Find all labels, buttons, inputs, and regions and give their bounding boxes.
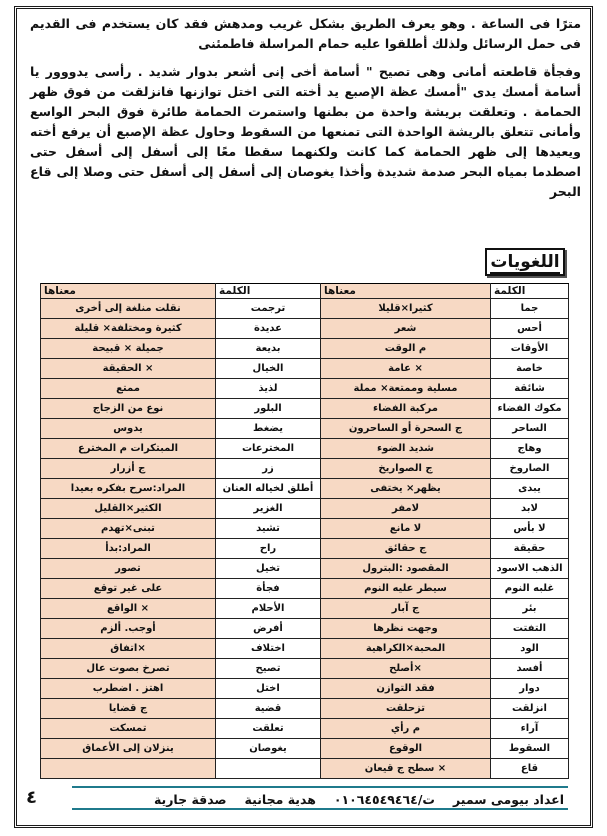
- vocab-meaning: مسلية وممتعة× مملة: [321, 379, 491, 399]
- vocab-word: تشيد: [216, 519, 321, 539]
- section-title-text: اللغويات: [490, 252, 560, 272]
- vocab-word: خاصة: [491, 359, 569, 379]
- footer-free-gift: هدية مجانية: [244, 792, 316, 807]
- vocab-word: لذيذ: [216, 379, 321, 399]
- vocab-word: حقيقة: [491, 539, 569, 559]
- table-row: [41, 659, 569, 679]
- table-row: [41, 759, 569, 779]
- vocab-meaning: أوجب. ألزم: [41, 619, 216, 639]
- table-row: [41, 419, 569, 439]
- vocab-word: السقوط: [491, 739, 569, 759]
- vocab-meaning: المراد:سرح بفكره بعيدا: [41, 479, 216, 499]
- vocab-meaning: شديد الضوء: [321, 439, 491, 459]
- vocab-word: [216, 759, 321, 779]
- vocab-meaning: المبتكرات م المخترع: [41, 439, 216, 459]
- vocab-word: الذهب الاسود: [491, 559, 569, 579]
- vocab-word: الأحلام: [216, 599, 321, 619]
- vocab-meaning: فقد التوازن: [321, 679, 491, 699]
- table-row: [41, 339, 569, 359]
- story-paragraph-2: وفجأة قاطعته أمانى وهى تصيح " أسامة أخى إنى أشعر بدوار شديد . رأسى يدووور يا أسامة أمسك يدى "أمسك عظة الإصبع يد أخته التى اختل توازنها فانزلقت من فوق ظهر الحمامة . وتعلقت بريشة واحدة من بطنها واستمرت الحمامة طائرة فوق البحر الواسع وأمانى تتعلق بالريشة الواحدة التى تمنعها من السقوط وحاول عظة الإصبع أن يرفع أخته ويعيدها إلى ظهر الحمامة كما كانت ولكنهما سقطا معًا إلى أسفل إلى أسفل حتى اصطدما بمياه البحر صدمة شديدة وأخذا يغوصان إلى أسفل إلى أسفل حتى وصلا إلى قاع البحر: [30, 64, 581, 199]
- vocab-word: الأوقات: [491, 339, 569, 359]
- header-word-1: الكلمة: [491, 284, 569, 299]
- vocab-meaning: جميلة × قبيحة: [41, 339, 216, 359]
- story-paragraph-1: مترًا فى الساعة . وهو يعرف الطريق بشكل غريب ومدهش فقد كان يستخدم فى القديم فى حمل الرسائل ولذلك أطلقوا عليه حمام المراسلة فاطمئنى: [30, 16, 581, 51]
- table-row: [41, 679, 569, 699]
- vocab-word: انزلقت: [491, 699, 569, 719]
- table-row: [41, 719, 569, 739]
- vocab-meaning: تبنى×تهدم: [41, 519, 216, 539]
- table-row: [41, 499, 569, 519]
- table-header-row: [41, 284, 569, 299]
- vocab-word: وهاج: [491, 439, 569, 459]
- vocab-meaning: م الوقت: [321, 339, 491, 359]
- vocab-word: زر: [216, 459, 321, 479]
- vocab-word: التفتت: [491, 619, 569, 639]
- vocab-word: آراء: [491, 719, 569, 739]
- vocab-word: قاع: [491, 759, 569, 779]
- table-row: [41, 599, 569, 619]
- vocab-word: دوار: [491, 679, 569, 699]
- vocab-word: أفرض: [216, 619, 321, 639]
- vocab-word: لابد: [491, 499, 569, 519]
- vocab-word: فجأة: [216, 579, 321, 599]
- header-meaning-1: معناها: [321, 284, 491, 299]
- vocab-meaning: كثيرة ومختلفة× قليلة: [41, 319, 216, 339]
- vocab-word: الساحر: [491, 419, 569, 439]
- table-row: [41, 459, 569, 479]
- vocab-word: اختلاف: [216, 639, 321, 659]
- vocab-meaning: نقلت منلغة إلى أخرى: [41, 299, 216, 319]
- table-row: [41, 479, 569, 499]
- table-row: [41, 379, 569, 399]
- vocab-meaning: [41, 759, 216, 779]
- table-row: [41, 319, 569, 339]
- vocab-word: اختل: [216, 679, 321, 699]
- vocab-word: أطلق لخياله العنان: [216, 479, 321, 499]
- table-row: [41, 299, 569, 319]
- vocab-word: المخترعات: [216, 439, 321, 459]
- vocab-meaning: ممتع: [41, 379, 216, 399]
- footer-charity: صدقة جارية: [153, 792, 227, 807]
- vocab-word: تصيح: [216, 659, 321, 679]
- vocab-meaning: ج السحرة أو الساحرون: [321, 419, 491, 439]
- vocab-meaning: سيطر عليه النوم: [321, 579, 491, 599]
- table-row: [41, 559, 569, 579]
- vocab-meaning: يدوس: [41, 419, 216, 439]
- table-row: [41, 399, 569, 419]
- vocab-meaning: ×اتفاق: [41, 639, 216, 659]
- vocab-word: غلبه النوم: [491, 579, 569, 599]
- vocab-word: أحس: [491, 319, 569, 339]
- vocab-meaning: تصرخ بصوت عال: [41, 659, 216, 679]
- vocabulary-section-title: [485, 248, 565, 276]
- vocab-meaning: ينزلان إلى الأعماق: [41, 739, 216, 759]
- vocab-word: شائقة: [491, 379, 569, 399]
- vocab-meaning: مركبة الفضاء: [321, 399, 491, 419]
- vocab-meaning: المقصود :البترول: [321, 559, 491, 579]
- table-row: [41, 359, 569, 379]
- footer-phone: ت/٠١٠٦٤٥٤٩٤٦٤: [333, 792, 435, 807]
- vocab-meaning: يظهر× يختفى: [321, 479, 491, 499]
- vocab-meaning: × عامة: [321, 359, 491, 379]
- table-row: [41, 619, 569, 639]
- vocab-meaning: × سطح ج قيعان: [321, 759, 491, 779]
- table-row: [41, 519, 569, 539]
- page-number: ٤: [26, 787, 37, 808]
- vocab-meaning: × الواقع: [41, 599, 216, 619]
- vocab-meaning: المحبة×الكراهية: [321, 639, 491, 659]
- vocab-word: ترجمت: [216, 299, 321, 319]
- vocab-word: أفسد: [491, 659, 569, 679]
- vocab-meaning: × الحقيقة: [41, 359, 216, 379]
- vocab-meaning: تصور: [41, 559, 216, 579]
- header-meaning-2: معناها: [41, 284, 216, 299]
- vocab-meaning: تمسكت: [41, 719, 216, 739]
- vocab-word: مكوك الفضاء: [491, 399, 569, 419]
- table-row: [41, 639, 569, 659]
- vocab-word: الغزير: [216, 499, 321, 519]
- table-row: [41, 439, 569, 459]
- vocab-word: الخيال: [216, 359, 321, 379]
- vocabulary-table: [40, 283, 569, 779]
- header-word-2: الكلمة: [216, 284, 321, 299]
- vocab-word: الصاروخ: [491, 459, 569, 479]
- vocab-word: يضغط: [216, 419, 321, 439]
- footer-author: اعداد بيومى سمير: [452, 792, 564, 807]
- vocab-meaning: ج أزرار: [41, 459, 216, 479]
- table-row: [41, 579, 569, 599]
- vocab-meaning: تزحلقت: [321, 699, 491, 719]
- story-text: [30, 14, 581, 210]
- vocab-meaning: ×أصلح: [321, 659, 491, 679]
- vocab-word: جما: [491, 299, 569, 319]
- vocab-meaning: لامفر: [321, 499, 491, 519]
- vocab-meaning: المراد:بدأ: [41, 539, 216, 559]
- vocab-word: تخيل: [216, 559, 321, 579]
- vocab-meaning: شعر: [321, 319, 491, 339]
- vocab-meaning: كثيرا×قليلا: [321, 299, 491, 319]
- vocab-meaning: نوع من الزجاج: [41, 399, 216, 419]
- vocab-meaning: ج حقائق: [321, 539, 491, 559]
- vocab-word: يغوصان: [216, 739, 321, 759]
- vocab-meaning: ج الصواريخ: [321, 459, 491, 479]
- vocab-meaning: الوقوع: [321, 739, 491, 759]
- vocab-word: راح: [216, 539, 321, 559]
- vocab-word: تعلقت: [216, 719, 321, 739]
- vocab-word: بديعة: [216, 339, 321, 359]
- vocab-word: لا بأس: [491, 519, 569, 539]
- vocab-meaning: على غير توقع: [41, 579, 216, 599]
- vocab-meaning: لا مانع: [321, 519, 491, 539]
- vocab-word: قضية: [216, 699, 321, 719]
- vocab-word: بئر: [491, 599, 569, 619]
- vocab-meaning: اهتز . اضطرب: [41, 679, 216, 699]
- vocab-word: عديدة: [216, 319, 321, 339]
- vocab-word: البلور: [216, 399, 321, 419]
- vocab-word: الود: [491, 639, 569, 659]
- vocab-meaning: م رأي: [321, 719, 491, 739]
- vocab-word: يبدى: [491, 479, 569, 499]
- vocab-meaning: ج آبار: [321, 599, 491, 619]
- table-row: [41, 739, 569, 759]
- vocab-meaning: الكثير×القليل: [41, 499, 216, 519]
- footer-bar: [72, 786, 568, 810]
- table-row: [41, 539, 569, 559]
- vocab-meaning: ج قضايا: [41, 699, 216, 719]
- table-row: [41, 699, 569, 719]
- vocab-meaning: وجهت نظرها: [321, 619, 491, 639]
